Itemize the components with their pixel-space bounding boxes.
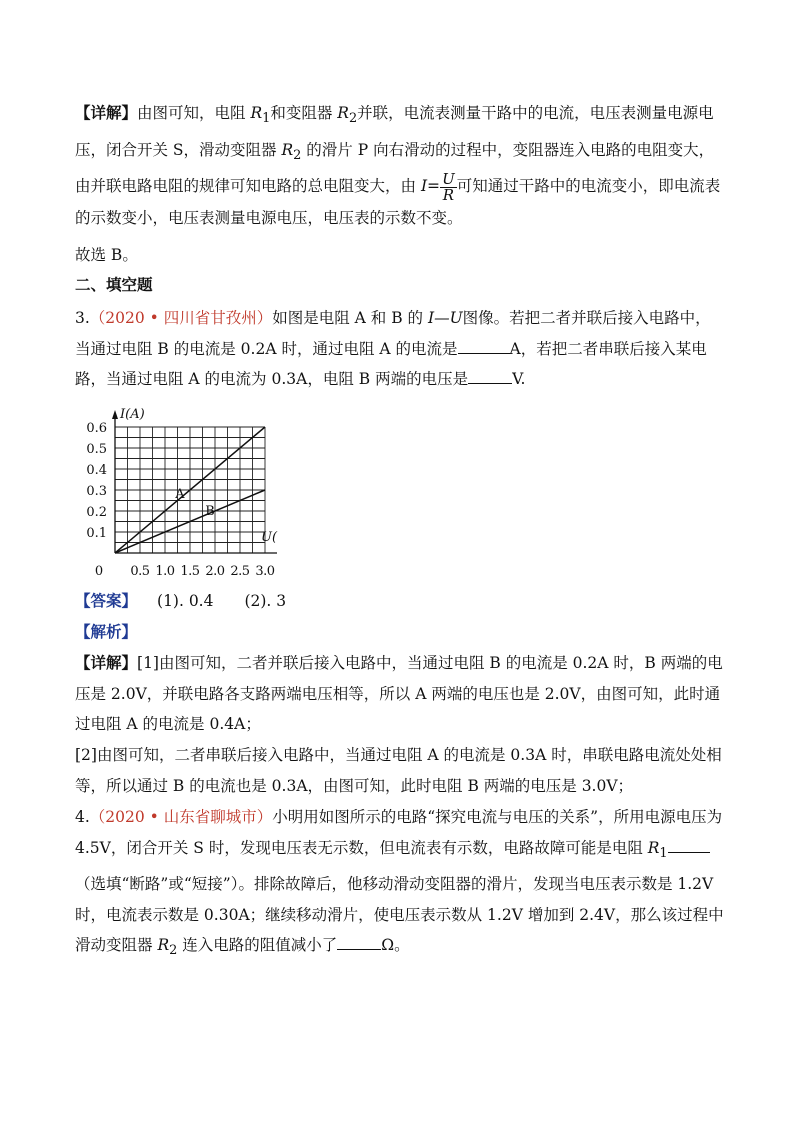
series-label-A: A: [175, 487, 185, 503]
x-tick-label: 2.0: [205, 564, 225, 579]
detail-paragraph-1: 【详解】由图可知，电阻 $R_1$和变阻器 $R_2$并联，电流表测量干路中的电流，电压表测量电源电压，闭合开关 S，滑动变阻器 $R_2$ 的滑片 P 向右滑动的过程中，变阻器连入电路的电阻变大，由并联电路电阻的规律可知电路的总电阻变大，由 I= $\frac{U}{R}$ 可知通过干路中的电流变小，即电流表的示数变小，电压表测量电源电压，电压表的示数不变。: [75, 103, 721, 227]
series-label-B: B: [205, 504, 215, 519]
x-tick-label: 1.0: [155, 564, 175, 579]
answer-blank[interactable]: [337, 934, 381, 951]
x-tick-label: 3.0: [255, 564, 275, 579]
detail-label: 【详解】: [75, 103, 138, 122]
y-tick-label: 0.4: [86, 463, 107, 478]
question-number: 3.: [75, 309, 90, 327]
x-axis-label: U(: [261, 530, 278, 545]
y-tick-label: 0.2: [86, 505, 107, 520]
iu-chart: [85, 405, 285, 580]
answer-blank[interactable]: [468, 368, 512, 385]
ohms-law-fraction: $\frac{U}{R}$: [442, 169, 455, 204]
answer-line: [75, 586, 725, 617]
question-3: 3.（2020 • 四川省甘孜州）如图是电阻 A 和 B 的 I—U图像。若把二者并联后接入电路中，当通过电阻 B 的电流是 0.2A 时，通过电阻 A 的电流是 A，若把二者串联后接入某电路，当通过电阻 A 的电流为 0.3A，电阻 B 两端的电压是 V.: [75, 309, 711, 388]
y-axis-label: I(A): [120, 407, 145, 422]
question-number: 4.: [75, 808, 90, 826]
detail-paragraph-3-2: [2]由图可知，二者串联后接入电路中，当通过电阻 A 的电流是 0.3A 时，串联电路电流处处相等，所以通过 B 的电流也是 0.3A，由图可知，此时电阻 B 两端的电压是 3.0V；: [75, 746, 722, 795]
detail-label: 【详解】: [75, 653, 138, 672]
x-tick-label: 0.5: [130, 564, 150, 579]
y-tick-label: 0.5: [86, 442, 107, 457]
x-tick-label: 2.5: [230, 564, 250, 579]
origin-label: 0: [94, 564, 104, 579]
y-tick-label: 0.3: [86, 484, 107, 499]
answer-label: 【答案】: [75, 591, 138, 610]
y-axis-arrow: [112, 410, 118, 419]
y-tick-label: 0.1: [86, 526, 107, 541]
question-source: （2020 • 山东省聊城市）: [89, 808, 273, 826]
answer-blank[interactable]: [668, 836, 710, 853]
choose-line: 故选 B。: [75, 246, 138, 264]
section-heading: 二、填空题: [75, 275, 153, 294]
y-tick-label: 0.6: [86, 421, 107, 436]
detail-paragraph-3-1: 【详解】[1]由图可知，二者并联后接入电路中，当通过电阻 B 的电流是 0.2A 时，B 两端的电压是 2.0V，并联电路各支路两端电压相等，所以 A 两端的电压也是 2.0V，由图可知，此时通过电阻 A 的电流是 0.4A；: [75, 653, 723, 733]
answer-text: (1). 0.4 (2). 3: [157, 592, 287, 610]
question-4: 4.（2020 • 山东省聊城市）小明用如图所示的电路“探究电流与电压的关系”，所用电源电压为 4.5V，闭合开关 S 时，发现电压表无示数，但电流表有示数，电路故障可能是电阻 $R_1$（选填“断路”或“短接”）。排除故障后，他移动滑动变阻器的滑片，发现当电压表示数是 1.2V 时，电流表示数是 0.30A；继续移动滑片，使电压表示数从 1.2V 增加到 2.4V，那么该过程中滑动变阻器 $R_2$ 连入电路的阻值减小了 Ω。: [75, 808, 724, 959]
x-tick-label: 1.5: [180, 564, 200, 579]
analysis-label: 【解析】: [75, 622, 138, 641]
question-source: （2020 • 四川省甘孜州）: [89, 309, 273, 327]
answer-blank[interactable]: [458, 337, 510, 354]
